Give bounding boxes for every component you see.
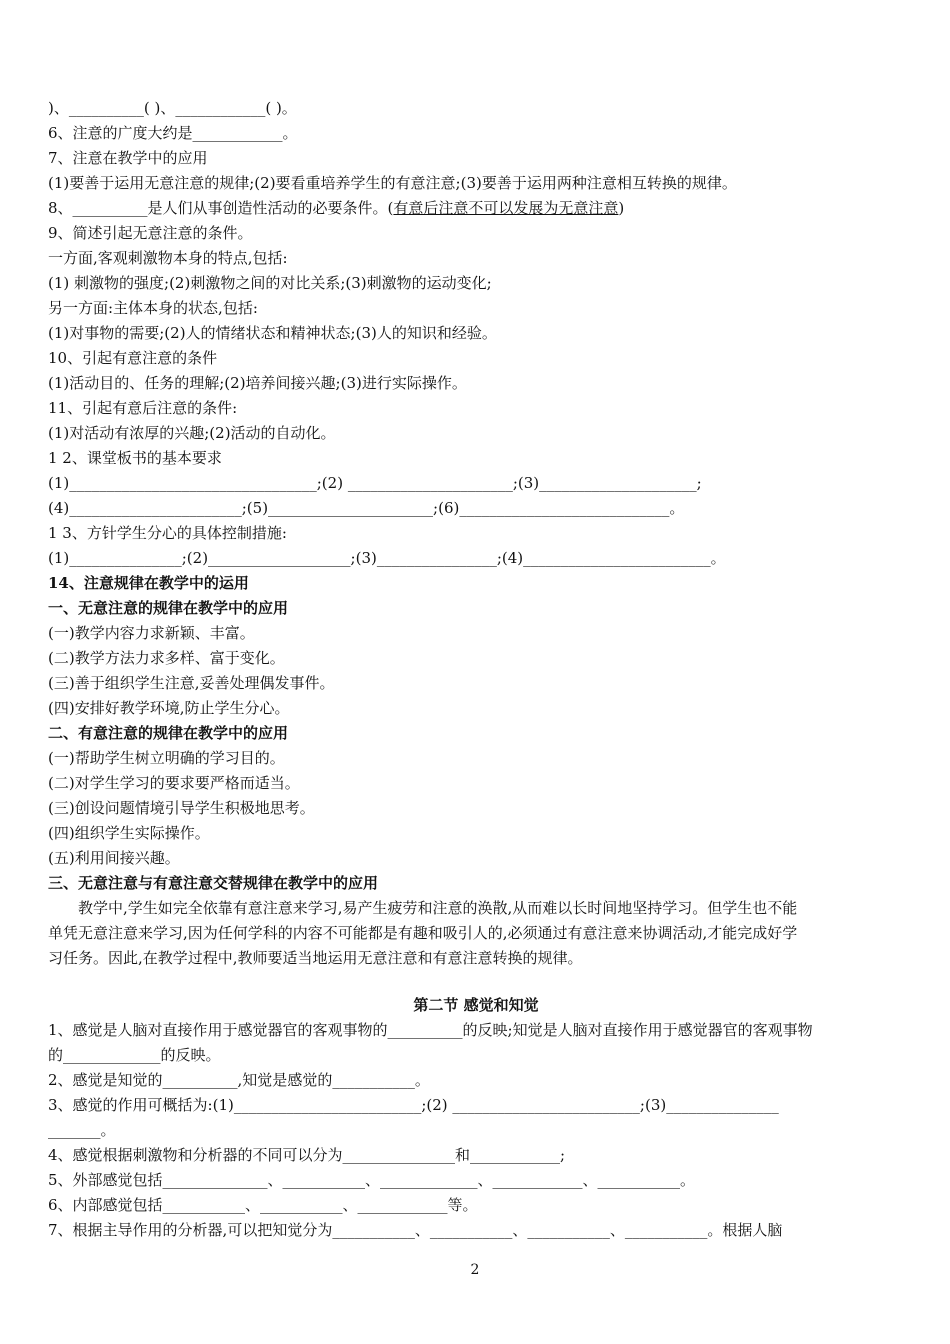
section-1-title: 一、无意注意的规律在教学中的应用: [48, 599, 289, 617]
underlined-note: 有意后注意不可以发展为无意注意: [393, 199, 619, 217]
text-line: 7、注意在教学中的应用: [48, 149, 208, 167]
text-line: (1)_______________;(2)___________________;(3)________________;(4)_________________________。: [48, 549, 726, 567]
text-line: (4)_______________________;(5)______________________;(6)____________________________。: [48, 499, 685, 517]
list-item: (一)帮助学生树立明确的学习目的。: [48, 749, 285, 767]
text-line: _______。: [48, 1121, 116, 1139]
text-line: 7、根据主导作用的分析器,可以把知觉分为___________、___________、___________、___________。根据人脑: [48, 1221, 783, 1239]
text-line: 5、外部感觉包括______________、___________、_____________、____________、___________。: [48, 1171, 696, 1189]
heading-14: 14、注意规律在教学中的运用: [48, 574, 249, 592]
text-line: 6、注意的广度大约是____________。: [48, 124, 298, 142]
text-line: 3、感觉的作用可概括为:(1)_________________________;(2) _________________________;(3)_______________: [48, 1096, 779, 1114]
text-line: (1)对活动有浓厚的兴趣;(2)活动的自动化。: [48, 424, 336, 442]
text-line: 9、简述引起无意注意的条件。: [48, 224, 253, 242]
text-line: 4、感觉根据刺激物和分析器的不同可以分为_______________和____________;: [48, 1146, 566, 1164]
paragraph-line: 教学中,学生如完全依靠有意注意来学习,易产生疲劳和注意的涣散,从而难以长时间地坚持学习。但学生也不能: [78, 899, 798, 917]
text-line: 1 3、方针学生分心的具体控制措施:: [48, 524, 287, 542]
list-item: (四)安排好教学环境,防止学生分心。: [48, 699, 290, 717]
text-line: 2、感觉是知觉的__________,知觉是感觉的___________。: [48, 1071, 430, 1089]
text-line: 1、感觉是人脑对直接作用于感觉器官的客观事物的__________的反映;知觉是人脑对直接作用于感觉器官的客观事物: [48, 1021, 813, 1039]
text-line: 11、引起有意后注意的条件:: [48, 399, 238, 417]
list-item: (三)善于组织学生注意,妥善处理偶发事件。: [48, 674, 335, 692]
text-line: 10、引起有意注意的条件: [48, 349, 218, 367]
text-line: 另一方面:主体本身的状态,包括:: [48, 299, 258, 317]
text-line: (1)对事物的需要;(2)人的情绪状态和精神状态;(3)人的知识和经验。: [48, 324, 497, 342]
section-3-title: 三、无意注意与有意注意交替规律在教学中的应用: [48, 874, 379, 892]
page-number: 2: [470, 1262, 480, 1278]
list-item: (四)组织学生实际操作。: [48, 824, 210, 842]
text-line: (1)要善于运用无意注意的规律;(2)要看重培养学生的有意注意;(3)要善于运用两种注意相互转换的规律。: [48, 174, 737, 192]
text-line: )、__________( )、____________( )。: [48, 99, 297, 117]
question-8: 8、__________是人们从事创造性活动的必要条件。(有意后注意不可以发展为无意注意): [48, 199, 625, 217]
list-item: (二)教学方法力求多样、富于变化。: [48, 649, 285, 667]
list-item: (五)利用间接兴趣。: [48, 849, 180, 867]
text-line: (1)活动目的、任务的理解;(2)培养间接兴趣;(3)进行实际操作。: [48, 374, 467, 392]
document-page: [48, 96, 904, 1243]
text-line: 一方面,客观刺激物本身的特点,包括:: [48, 249, 288, 267]
text-line: 6、内部感觉包括___________、___________、____________等。: [48, 1196, 478, 1214]
section-2-title: 二、有意注意的规律在教学中的应用: [48, 724, 289, 742]
text-line: 的_____________的反映。: [48, 1046, 221, 1064]
list-item: (二)对学生学习的要求要严格而适当。: [48, 774, 300, 792]
text-line: (1) 刺激物的强度;(2)刺激物之间的对比关系;(3)刺激物的运动变化;: [48, 274, 492, 292]
list-item: (三)创设问题情境引导学生积极地思考。: [48, 799, 315, 817]
list-item: (一)教学内容力求新颖、丰富。: [48, 624, 255, 642]
paragraph-line: 单凭无意注意来学习,因为任何学科的内容不可能都是有趣和吸引人的,必须通过有意注意来协调活动,才能完成好学: [48, 924, 798, 942]
paragraph-line: 习任务。因此,在教学过程中,教师要适当地运用无意注意和有意注意转换的规律。: [48, 949, 583, 967]
text-line: (1)_________________________________;(2) ______________________;(3)_____________________;: [48, 474, 702, 492]
chapter-section-title: 第二节 感觉和知觉: [413, 996, 539, 1014]
text-line: 1 2、课堂板书的基本要求: [48, 449, 222, 467]
